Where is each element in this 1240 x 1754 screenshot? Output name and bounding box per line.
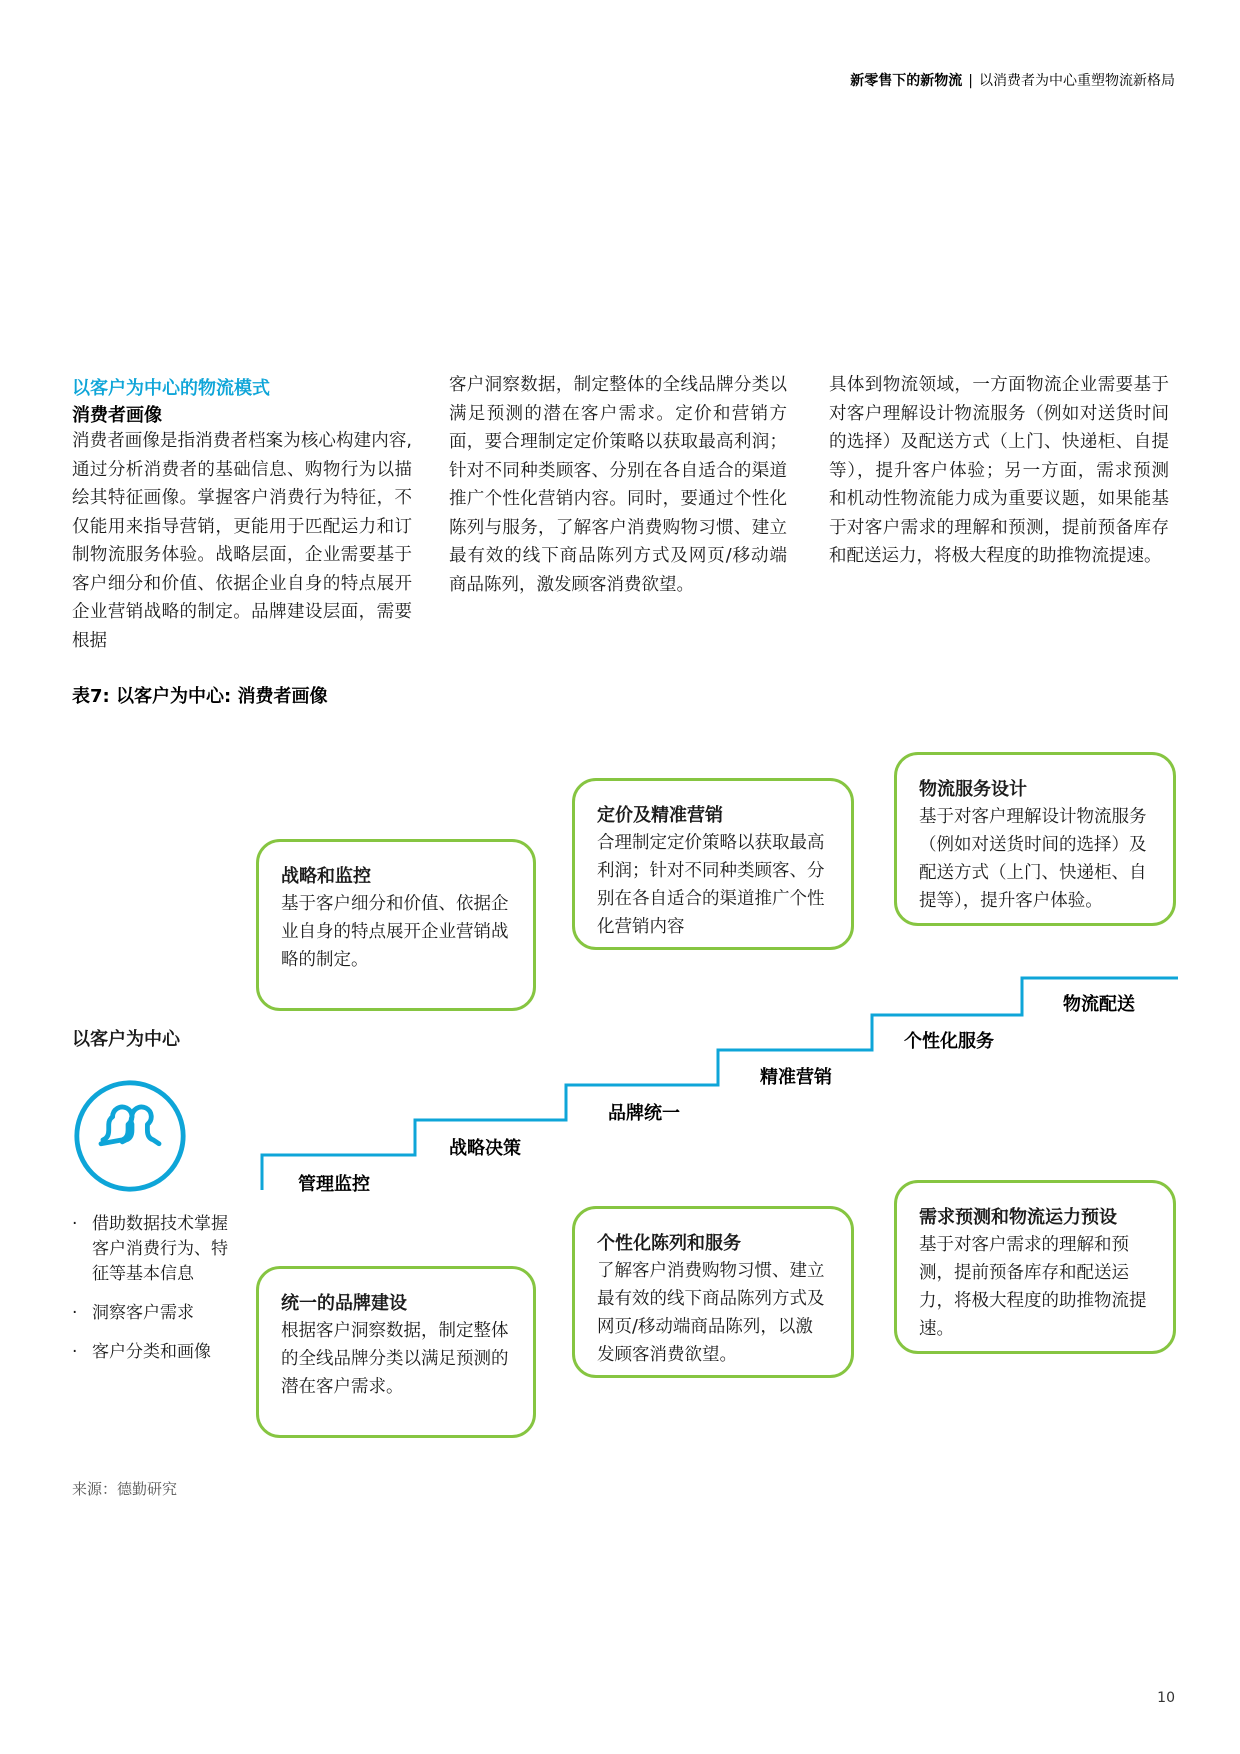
body-column-3: 具体到物流领域，一方面物流企业需要基于对客户理解设计物流服务（例如对送货时间的选择）及配送方式（上门、快递柜、自提等），提升客户体验；另一方面，需求预测和机动性物流能力成为重要议题，如果能基于对客户需求的理解和预测，提前预备库存和配送运力，将极大程度的助推物流提速。 bbox=[829, 375, 1169, 566]
bullet-mark: · bbox=[72, 1303, 78, 1323]
box-title: 需求预测和物流运力预设 bbox=[919, 1207, 1117, 1228]
step-label-logistics-delivery: 物流配送 bbox=[1063, 994, 1135, 1015]
bullet-mark: · bbox=[72, 1342, 78, 1362]
box-unified-brand bbox=[256, 1266, 536, 1438]
box-body: 基于对客户理解设计物流服务（例如对送货时间的选择）及配送方式（上门、快递柜、自提等），提升客户体验。 bbox=[919, 807, 1147, 911]
box-body: 基于对客户需求的理解和预测，提前预备库存和配送运力，将极大程度的助推物流提速。 bbox=[919, 1235, 1147, 1339]
step-label-brand: 品牌统一 bbox=[608, 1103, 680, 1124]
customer-centric-title: 以客户为中心 bbox=[72, 1029, 180, 1050]
body-column-1: 消费者画像是指消费者档案为核心构建内容,通过分析消费者的基础信息、购物行为以描绘其特征画像。掌握客户消费行为特征，不仅能用来指导营销，更能用于匹配运力和订制物流服务体验。战略层面，企业需要基于客户细分和价值、依据企业自身的特点展开企业营销战略的制定。品牌建设层面，需要根据 bbox=[72, 431, 412, 651]
step-label-precision-marketing: 精准营销 bbox=[760, 1067, 832, 1088]
bullet-text: 客户分类和画像 bbox=[92, 1342, 211, 1362]
source-note: 来源：德勤研究 bbox=[72, 1480, 178, 1498]
step-label-personalized-service: 个性化服务 bbox=[904, 1031, 994, 1052]
box-title: 个性化陈列和服务 bbox=[597, 1233, 741, 1254]
header-separator: | bbox=[968, 73, 973, 89]
box-demand-forecast bbox=[894, 1180, 1176, 1354]
box-title: 物流服务设计 bbox=[919, 779, 1027, 800]
bullet-text: 借助数据技术掌握客户消费行为、特征等基本信息 bbox=[92, 1214, 228, 1284]
section-title: 以客户为中心的物流模式 bbox=[72, 378, 270, 399]
box-title: 统一的品牌建设 bbox=[281, 1293, 407, 1314]
box-body: 合理制定定价策略以获取最高利润；针对不同种类顾客、分别在各自适合的渠道推广个性化营销内容 bbox=[597, 833, 825, 937]
bullet-list bbox=[70, 1212, 240, 1379]
box-body: 根据客户洞察数据，制定整体的全线品牌分类以满足预测的潜在客户需求。 bbox=[281, 1321, 509, 1397]
box-personalized-display bbox=[572, 1206, 854, 1378]
list-item bbox=[70, 1301, 240, 1326]
list-item bbox=[70, 1212, 240, 1287]
bullet-text: 洞察客户需求 bbox=[92, 1303, 194, 1323]
people-icon bbox=[72, 1078, 188, 1194]
bullet-mark: · bbox=[72, 1214, 78, 1234]
page-number: 10 bbox=[1157, 1690, 1175, 1706]
list-item bbox=[70, 1340, 240, 1365]
figure-title: 表7: 以客户为中心: 消费者画像 bbox=[72, 686, 328, 707]
box-body: 基于客户细分和价值、依据企业自身的特点展开企业营销战略的制定。 bbox=[281, 894, 509, 970]
step-label-management: 管理监控 bbox=[298, 1174, 370, 1195]
box-title: 定价及精准营销 bbox=[597, 805, 723, 826]
header-title: 新零售下的新物流 bbox=[850, 73, 963, 89]
box-body: 了解客户消费购物习惯、建立最有效的线下商品陈列方式及网页/移动端商品陈列，以激发顾客消费欲望。 bbox=[597, 1261, 825, 1365]
header-subtitle: 以消费者为中心重塑物流新格局 bbox=[979, 73, 1175, 89]
body-column-2: 客户洞察数据，制定整体的全线品牌分类以满足预测的潜在客户需求。定价和营销方面，要合理制定定价策略以获取最高利润；针对不同种类顾客、分别在各自适合的渠道推广个性化营销内容。同时，要通过个性化陈列与服务，了解客户消费购物习惯、建立最有效的线下商品陈列方式及网页/移动端商品陈列，激发顾客消费欲望。 bbox=[449, 375, 787, 595]
step-label-strategy: 战略决策 bbox=[449, 1138, 521, 1159]
box-title: 战略和监控 bbox=[281, 866, 371, 887]
section-subtitle: 消费者画像 bbox=[72, 405, 162, 426]
